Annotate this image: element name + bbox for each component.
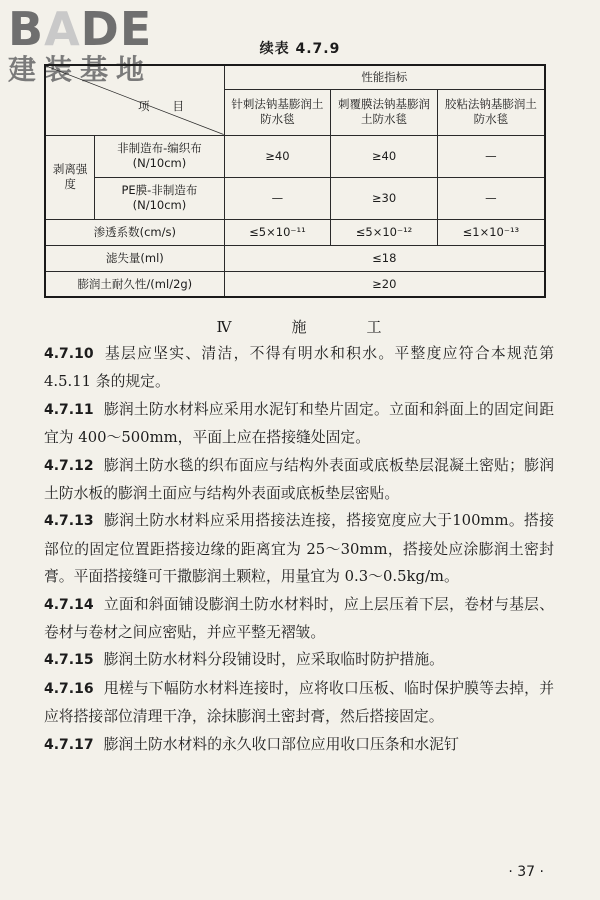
table-cell: ≥40 (224, 135, 331, 177)
section-numeral: Ⅳ (216, 318, 234, 336)
clause-number: 4.7.13 (44, 513, 94, 530)
clause-text: 立面和斜面铺设膨润土防水材料时，应上层压着下层，卷材与基层、卷材与卷材之间应密贴，并应平整无褶皱。 (44, 595, 554, 642)
section-title-a: 施 (291, 318, 309, 336)
table-cell: — (224, 177, 331, 219)
peel-strength-label: 剥离强度 (45, 135, 95, 219)
clause-number: 4.7.11 (44, 401, 94, 418)
table-cell: ≤1×10⁻¹³ (437, 219, 545, 245)
item-header: 项 目 (138, 99, 184, 113)
section-title-b: 工 (366, 318, 384, 336)
clause (44, 507, 554, 590)
table-cell: ≤5×10⁻¹¹ (224, 219, 331, 245)
performance-table (44, 64, 546, 298)
clause-number: 4.7.15 (44, 652, 94, 669)
brand-subtitle: 建装基地 (8, 53, 153, 86)
clause-text: 膨润土防水材料应采用水泥钉和垫片固定。立面和斜面上的固定间距宜为 400～500mm，平面上应在搭接缝处固定。 (44, 400, 554, 447)
clause-text: 基层应坚实、清洁，不得有明水和积水。平整度应符合本规范第 4.5.11 条的规定。 (44, 345, 554, 391)
clause (44, 646, 554, 674)
table-cell: ≥20 (224, 271, 545, 297)
row-label: 非制造布-编织布(N/10cm) (95, 135, 224, 177)
clause-number: 4.7.10 (44, 346, 94, 362)
clause-text: 甩槎与下幅防水材料连接时，应将收口压板、临时保护膜等去掉，并应将搭接部位清理干净，涂抹膨润土密封膏，然后搭接固定。 (44, 679, 554, 726)
brand-logo-text: BADE (8, 2, 153, 56)
header-group: 性能指标 (224, 65, 545, 89)
clause (44, 591, 554, 647)
clause-number: 4.7.16 (44, 680, 94, 697)
table-caption: 续表 4.7.9 (259, 41, 341, 57)
clause-text: 膨润土防水材料分段铺设时，应采取临时防护措施。 (103, 651, 444, 669)
clause (44, 675, 554, 731)
row-label: 滤失量(ml) (45, 245, 224, 271)
row-label: 膨润土耐久性/(ml/2g) (45, 271, 224, 297)
row-label: 渗透系数(cm/s) (45, 219, 224, 245)
clause (44, 396, 554, 452)
clause-text: 膨润土防水材料应采用搭接法连接，搭接宽度应大于100mm。搭接部位的固定位置距搭接边缘的距离宜为 25～30mm，搭接处应涂膨润土密封膏。平面搭接缝可干撒膨润土颗粒，用量宜为 0.3～0.5kg/m。 (44, 512, 554, 586)
clause-text: 膨润土防水毯的织布面应与结构外表面或底板垫层混凝土密贴；膨润土防水板的膨润土面应与结构外表面或底板垫层密贴。 (44, 456, 554, 503)
clause-text: 膨润土防水材料的永久收口部位应用收口压条和水泥钉 (103, 735, 459, 753)
clause (44, 731, 554, 759)
section-heading (0, 316, 600, 337)
table-cell: ≤5×10⁻¹² (331, 219, 438, 245)
table-cell: — (437, 135, 545, 177)
clause (44, 452, 554, 508)
table-cell: ≥40 (331, 135, 438, 177)
column-header: 刺覆膜法钠基膨润土防水毯 (331, 89, 438, 135)
clause-number: 4.7.14 (44, 596, 94, 613)
column-header: 胶粘法钠基膨润土防水毯 (437, 89, 545, 135)
column-header: 针刺法钠基膨润土防水毯 (224, 89, 331, 135)
clause-list (44, 340, 554, 759)
clause-number: 4.7.17 (44, 736, 94, 753)
table-cell: ≥30 (331, 177, 438, 219)
item-header-cell (45, 65, 224, 135)
page-number: · 37 · (508, 864, 544, 880)
table-cell: ≤18 (224, 245, 545, 271)
row-label: PE膜-非制造布(N/10cm) (95, 177, 224, 219)
table-cell: — (437, 177, 545, 219)
clause-number: 4.7.12 (44, 457, 94, 474)
clause (44, 340, 554, 396)
